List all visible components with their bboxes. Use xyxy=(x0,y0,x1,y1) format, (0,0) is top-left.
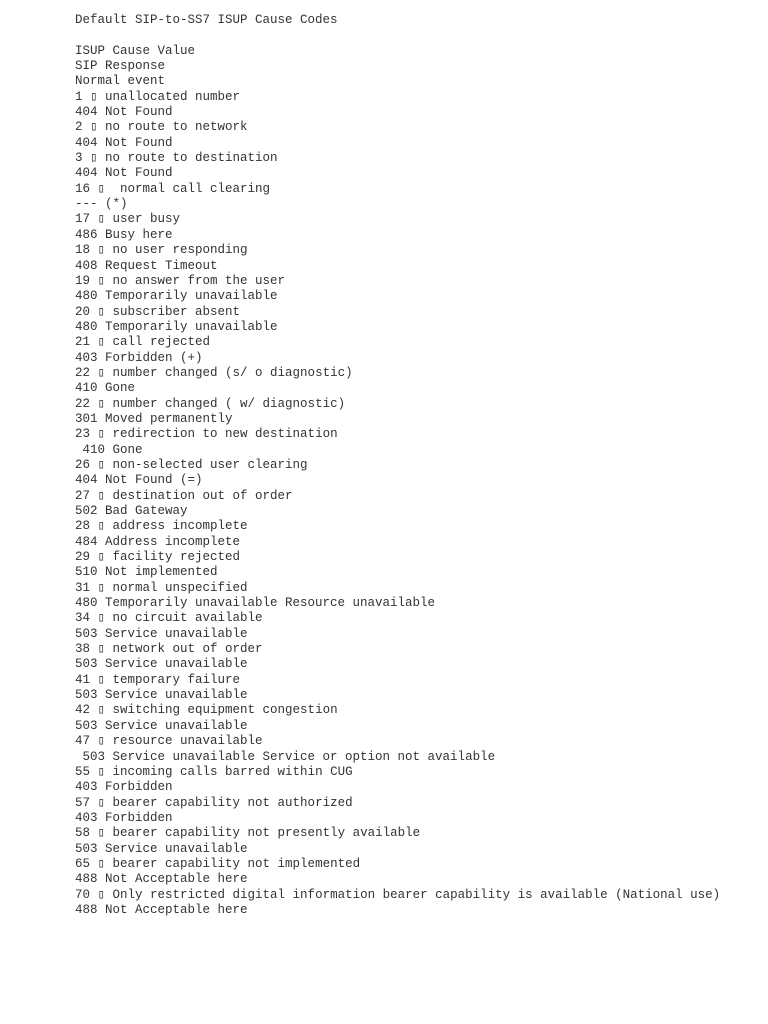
text-line: 19 ▯ no answer from the user xyxy=(75,273,286,288)
document-title: Default SIP-to-SS7 ISUP Cause Codes xyxy=(75,13,338,27)
text-line: 70 ▯ Only restricted digital information bearer capability is available (National use) xyxy=(75,887,721,902)
text-line: 18 ▯ no user responding xyxy=(75,243,248,258)
text-line: 28 ▯ address incomplete xyxy=(75,519,248,534)
document-page xyxy=(75,13,755,918)
text-line: 20 ▯ subscriber absent xyxy=(75,304,241,319)
text-line: 484 Address incomplete xyxy=(75,534,241,549)
text-line: 503 Service unavailable xyxy=(75,626,248,641)
text-line: 22 ▯ number changed (s/ o diagnostic) xyxy=(75,365,353,380)
text-line: 47 ▯ resource unavailable xyxy=(75,734,263,749)
text-line: 23 ▯ redirection to new destination xyxy=(75,427,338,442)
text-line: 502 Bad Gateway xyxy=(75,504,188,518)
text-line: 403 Forbidden xyxy=(75,810,173,825)
text-line: 1 ▯ unallocated number xyxy=(75,89,241,104)
text-line: 404 Not Found xyxy=(75,166,173,181)
text-line: 410 Gone xyxy=(75,381,136,396)
text-line: 404 Not Found xyxy=(75,105,173,120)
text-line: 3 ▯ no route to destination xyxy=(75,151,278,166)
text-line: 22 ▯ number changed ( w/ diagnostic) xyxy=(75,396,346,411)
text-line: 486 Busy here xyxy=(75,227,173,242)
text-line: 2 ▯ no route to network xyxy=(75,120,248,135)
text-line: 408 Request Timeout xyxy=(75,258,218,273)
text-line: 480 Temporarily unavailable Resource unavailable xyxy=(75,596,436,611)
text-line: 480 Temporarily unavailable xyxy=(75,319,278,334)
cause-code-list xyxy=(75,44,755,919)
text-line: 510 Not implemented xyxy=(75,565,218,580)
text-line: 31 ▯ normal unspecified xyxy=(75,580,248,595)
text-line: 42 ▯ switching equipment congestion xyxy=(75,703,338,718)
text-line: 17 ▯ user busy xyxy=(75,212,181,227)
text-line: 55 ▯ incoming calls barred within CUG xyxy=(75,764,353,779)
text-line: 403 Forbidden (+) xyxy=(75,350,203,365)
text-line: 503 Service unavailable xyxy=(75,841,248,856)
text-line: 410 Gone xyxy=(75,442,143,457)
text-line: Normal event xyxy=(75,74,166,89)
text-line: 301 Moved permanently xyxy=(75,411,233,426)
text-line: 403 Forbidden xyxy=(75,780,173,795)
text-line: 503 Service unavailable xyxy=(75,657,248,672)
text-line: 38 ▯ network out of order xyxy=(75,642,263,657)
text-line: 65 ▯ bearer capability not implemented xyxy=(75,856,361,871)
text-line: SIP Response xyxy=(75,59,166,74)
text-line: 21 ▯ call rejected xyxy=(75,335,211,350)
text-line: 404 Not Found xyxy=(75,135,173,150)
text-line: 488 Not Acceptable here xyxy=(75,872,248,887)
text-line: 404 Not Found (=) xyxy=(75,473,203,488)
text-line: --- (*) xyxy=(75,197,128,212)
text-line: 16 ▯ normal call clearing xyxy=(75,181,271,196)
text-line: 488 Not Acceptable here xyxy=(75,902,248,917)
text-line: 58 ▯ bearer capability not presently available xyxy=(75,826,421,841)
text-line: 503 Service unavailable xyxy=(75,688,248,703)
blank-line xyxy=(75,28,755,43)
text-line: 480 Temporarily unavailable xyxy=(75,289,278,304)
text-line: ISUP Cause Value xyxy=(75,43,196,58)
text-line: 26 ▯ non-selected user clearing xyxy=(75,457,308,472)
text-line: 34 ▯ no circuit available xyxy=(75,611,263,626)
text-line: 27 ▯ destination out of order xyxy=(75,488,293,503)
text-line: 57 ▯ bearer capability not authorized xyxy=(75,795,353,810)
text-line: 29 ▯ facility rejected xyxy=(75,550,241,565)
text-line: 503 Service unavailable xyxy=(75,718,248,733)
text-line: 41 ▯ temporary failure xyxy=(75,672,241,687)
text-line: 503 Service unavailable Service or option not available xyxy=(75,749,496,764)
